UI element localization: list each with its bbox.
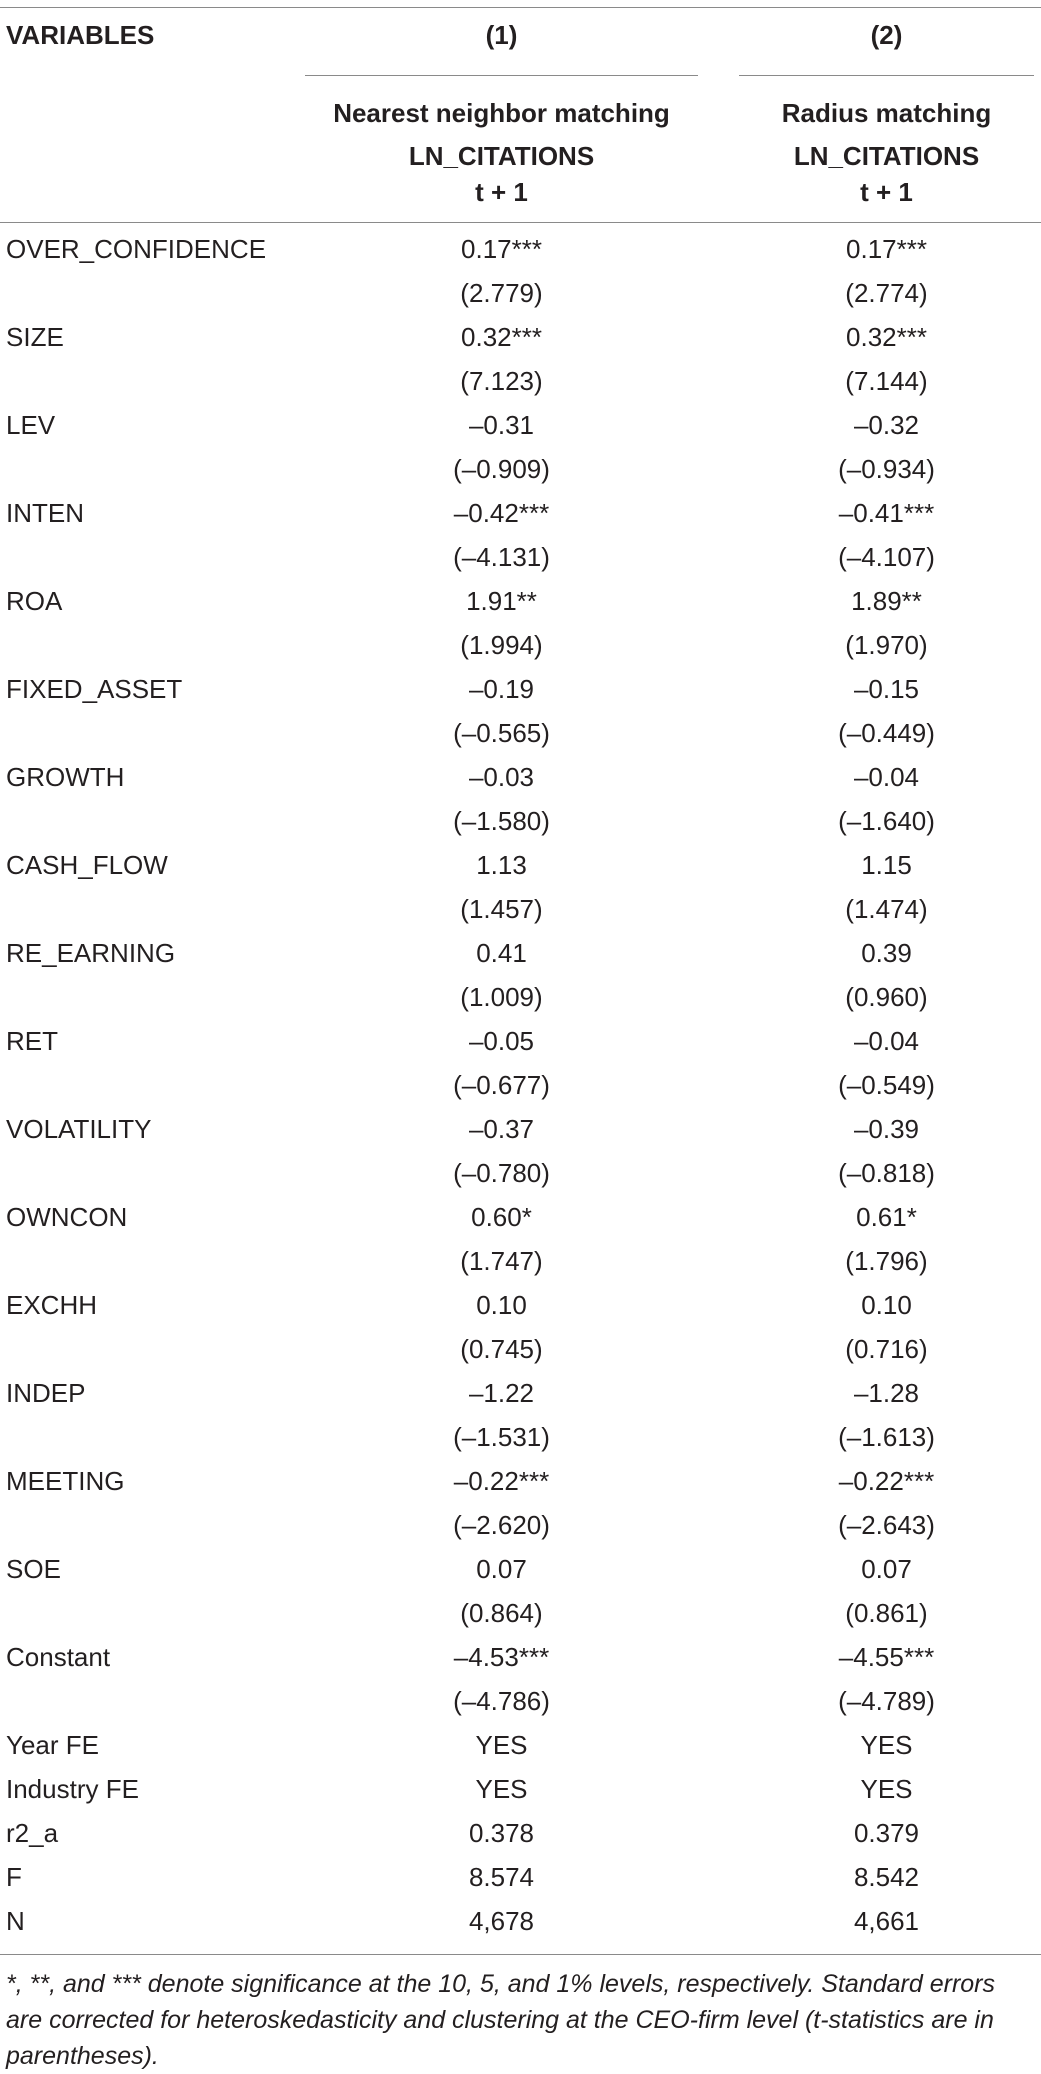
header-variables: VARIABLES: [6, 20, 155, 50]
col1-value-cell: (0.864): [460, 1598, 543, 1628]
header-col2-method: Radius matching: [781, 98, 992, 128]
table-row: [0, 1195, 1041, 1239]
col1-value-cell: (–0.677): [453, 1070, 550, 1100]
variable-cell: Year FE: [6, 1730, 99, 1760]
table-row: [0, 667, 1041, 711]
table-row: [0, 799, 1041, 843]
table-row: [0, 975, 1041, 1019]
table-row: [0, 535, 1041, 579]
header-col1-time: t + 1: [475, 177, 528, 207]
col2-value-cell: (2.774): [845, 278, 928, 308]
col2-span-rule: [739, 75, 1034, 76]
col2-value-cell: 4,661: [853, 1906, 920, 1936]
col1-value-cell: –0.05: [468, 1026, 535, 1056]
table-row: [0, 315, 1041, 359]
col1-value-cell: –0.42***: [453, 498, 550, 528]
col2-value-cell: –0.15: [853, 674, 920, 704]
col1-value-cell: (–1.580): [453, 806, 550, 836]
table-row: [0, 1283, 1041, 1327]
table-row: [0, 1811, 1041, 1855]
variable-cell: LEV: [6, 410, 56, 440]
col2-value-cell: YES: [860, 1730, 913, 1760]
col1-value-cell: (1.457): [460, 894, 543, 924]
table-bottom-rule: [0, 1954, 1041, 1955]
col1-value-cell: 0.10: [476, 1290, 527, 1320]
col1-value-cell: (–1.531): [453, 1422, 550, 1452]
col2-value-cell: 0.17***: [846, 234, 927, 264]
table-row: [0, 1591, 1041, 1635]
variable-cell: OVER_CONFIDENCE: [6, 234, 267, 264]
col2-value-cell: –4.55***: [838, 1642, 935, 1672]
col2-value-cell: 0.32***: [846, 322, 927, 352]
header-col1-number: (1): [485, 20, 518, 50]
header-col2-time: t + 1: [860, 177, 913, 207]
col2-value-cell: (–2.643): [838, 1510, 935, 1540]
col2-value-cell: (–0.934): [838, 454, 935, 484]
col2-value-cell: (1.796): [845, 1246, 928, 1276]
col1-value-cell: (–0.565): [453, 718, 550, 748]
col1-value-cell: (–4.786): [453, 1686, 550, 1716]
header-col2-number: (2): [870, 20, 903, 50]
table-row: [0, 1371, 1041, 1415]
col2-value-cell: (–1.640): [838, 806, 935, 836]
col1-value-cell: 0.41: [476, 938, 527, 968]
col1-value-cell: (2.779): [460, 278, 543, 308]
variable-cell: EXCHH: [6, 1290, 98, 1320]
col2-value-cell: (–0.549): [838, 1070, 935, 1100]
col2-value-cell: 0.61*: [856, 1202, 917, 1232]
variable-cell: Industry FE: [6, 1774, 139, 1804]
table-top-rule: [0, 7, 1041, 8]
table-row: [0, 271, 1041, 315]
col1-value-cell: (–4.131): [453, 542, 550, 572]
variable-cell: MEETING: [6, 1466, 125, 1496]
table-row: [0, 579, 1041, 623]
table-row: [0, 1459, 1041, 1503]
col2-value-cell: –0.04: [853, 1026, 920, 1056]
header-col1-dependent: LN_CITATIONS: [408, 141, 595, 171]
variable-cell: INTEN: [6, 498, 84, 528]
table-row: [0, 711, 1041, 755]
col2-value-cell: –1.28: [853, 1378, 920, 1408]
variable-cell: N: [6, 1906, 25, 1936]
col2-value-cell: –0.41***: [838, 498, 935, 528]
col2-value-cell: –0.22***: [838, 1466, 935, 1496]
col2-value-cell: –0.39: [853, 1114, 920, 1144]
col1-span-rule: [305, 75, 698, 76]
table-row: [0, 1239, 1041, 1283]
table-row: [0, 1063, 1041, 1107]
table-row: [0, 403, 1041, 447]
col1-value-cell: 1.91**: [466, 586, 537, 616]
col2-value-cell: (–0.818): [838, 1158, 935, 1188]
table-row: [0, 1767, 1041, 1811]
table-row: [0, 1855, 1041, 1899]
table-row: [0, 623, 1041, 667]
variable-cell: ROA: [6, 586, 63, 616]
table-row: [0, 755, 1041, 799]
col2-value-cell: (0.861): [845, 1598, 928, 1628]
col2-value-cell: 0.07: [861, 1554, 912, 1584]
variable-cell: OWNCON: [6, 1202, 128, 1232]
table-row: [0, 887, 1041, 931]
col1-value-cell: (–0.909): [453, 454, 550, 484]
col1-value-cell: 0.32***: [461, 322, 542, 352]
table-row: [0, 1327, 1041, 1371]
col1-value-cell: YES: [475, 1774, 528, 1804]
col2-value-cell: (0.960): [845, 982, 928, 1012]
variable-cell: Constant: [6, 1642, 111, 1672]
col2-value-cell: (–1.613): [838, 1422, 935, 1452]
col2-value-cell: 0.39: [861, 938, 912, 968]
variable-cell: GROWTH: [6, 762, 125, 792]
variable-cell: SIZE: [6, 322, 64, 352]
col2-value-cell: (7.144): [845, 366, 928, 396]
col2-value-cell: (–4.107): [838, 542, 935, 572]
col1-value-cell: –0.37: [468, 1114, 535, 1144]
col2-value-cell: 0.10: [861, 1290, 912, 1320]
col1-value-cell: YES: [475, 1730, 528, 1760]
col1-value-cell: –1.22: [468, 1378, 535, 1408]
variable-cell: RET: [6, 1026, 58, 1056]
col1-value-cell: 1.13: [476, 850, 527, 880]
col1-value-cell: –0.19: [468, 674, 535, 704]
col2-value-cell: 8.542: [853, 1862, 920, 1892]
col1-value-cell: 4,678: [468, 1906, 535, 1936]
table-row: [0, 227, 1041, 271]
variable-cell: RE_EARNING: [6, 938, 176, 968]
table-row: [0, 1635, 1041, 1679]
col2-value-cell: 1.89**: [851, 586, 922, 616]
variable-cell: VOLATILITY: [6, 1114, 152, 1144]
table-row: [0, 1899, 1041, 1943]
col1-value-cell: 8.574: [468, 1862, 535, 1892]
col2-value-cell: (1.970): [845, 630, 928, 660]
col1-value-cell: 0.60*: [471, 1202, 532, 1232]
col1-value-cell: –0.22***: [453, 1466, 550, 1496]
col2-value-cell: –0.32: [853, 410, 920, 440]
table-row: [0, 1547, 1041, 1591]
col1-value-cell: 0.17***: [461, 234, 542, 264]
col1-value-cell: (0.745): [460, 1334, 543, 1364]
variable-cell: F: [6, 1862, 22, 1892]
col2-value-cell: YES: [860, 1774, 913, 1804]
header-bottom-rule: [0, 222, 1041, 223]
col1-value-cell: 0.378: [468, 1818, 535, 1848]
header-col2-dependent: LN_CITATIONS: [793, 141, 980, 171]
table-row: [0, 1679, 1041, 1723]
table-row: [0, 1107, 1041, 1151]
table-row: [0, 1019, 1041, 1063]
col1-value-cell: –0.03: [468, 762, 535, 792]
variable-cell: FIXED_ASSET: [6, 674, 183, 704]
col1-value-cell: (1.747): [460, 1246, 543, 1276]
col2-value-cell: (1.474): [845, 894, 928, 924]
col1-value-cell: (1.994): [460, 630, 543, 660]
table-footnote: *, **, and *** denote significance at the 10, 5, and 1% levels, respectively. Standard errors are corrected for heteroskedasticity and clustering at the CEO-firm level (t-statistics are in parentheses).: [6, 1970, 996, 2070]
variable-cell: SOE: [6, 1554, 61, 1584]
table-row: [0, 931, 1041, 975]
col2-value-cell: (–0.449): [838, 718, 935, 748]
variable-cell: CASH_FLOW: [6, 850, 168, 880]
variable-cell: r2_a: [6, 1818, 59, 1848]
table-row: [0, 1151, 1041, 1195]
col1-value-cell: (7.123): [460, 366, 543, 396]
col1-value-cell: (–0.780): [453, 1158, 550, 1188]
col2-value-cell: 0.379: [853, 1818, 920, 1848]
col1-value-cell: (–2.620): [453, 1510, 550, 1540]
header-col1-method: Nearest neighbor matching: [333, 98, 670, 128]
table-row: [0, 843, 1041, 887]
col2-value-cell: (–4.789): [838, 1686, 935, 1716]
col1-value-cell: 0.07: [476, 1554, 527, 1584]
table-row: [0, 447, 1041, 491]
col1-value-cell: (1.009): [460, 982, 543, 1012]
col2-value-cell: –0.04: [853, 762, 920, 792]
col1-value-cell: –0.31: [468, 410, 535, 440]
table-row: [0, 491, 1041, 535]
table-row: [0, 1415, 1041, 1459]
col2-value-cell: (0.716): [845, 1334, 928, 1364]
variable-cell: INDEP: [6, 1378, 86, 1408]
col2-value-cell: 1.15: [861, 850, 912, 880]
table-row: [0, 1723, 1041, 1767]
table-row: [0, 1503, 1041, 1547]
table-row: [0, 359, 1041, 403]
col1-value-cell: –4.53***: [453, 1642, 550, 1672]
